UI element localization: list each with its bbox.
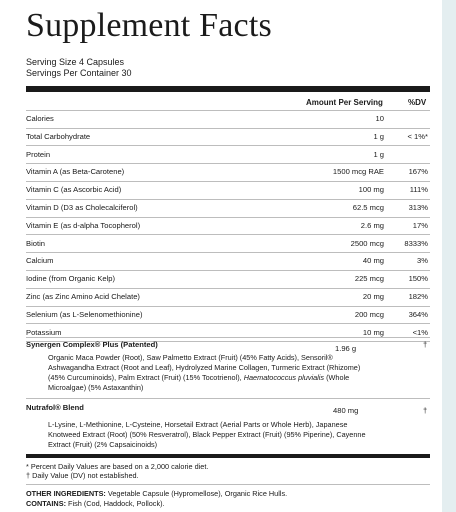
nutrient-name: Total Carbohydrate <box>26 131 91 141</box>
nutrient-dv: 167% <box>408 167 428 177</box>
nutrient-dv: 313% <box>408 203 428 212</box>
blend1-amount: 1.96 g <box>335 344 357 353</box>
background-edge <box>442 0 456 512</box>
row-divider <box>26 288 430 289</box>
nutrient-amount: 1 g <box>373 131 384 141</box>
blend2-divider <box>26 398 430 399</box>
blend1-line3-a: (45% Curcuminoids), Palm Extract (Fruit) (15% Tocotrienol), <box>48 373 244 382</box>
row-divider <box>26 306 430 307</box>
nutrient-amount: 2500 mcg <box>350 238 384 248</box>
nutrient-name: Vitamin C (as Ascorbic Acid) <box>26 185 122 195</box>
blend2-name: Nutrafol® Blend <box>26 403 84 412</box>
nutrient-amount: 1 g <box>373 149 384 159</box>
nutrient-amount: 200 mcg <box>354 309 384 319</box>
nutrient-dv: 111% <box>409 185 428 195</box>
blend1-dv-mark: † <box>423 340 428 349</box>
thick-divider-top <box>26 86 430 92</box>
header-divider <box>26 110 430 111</box>
nutrient-amount: 10 mg <box>362 327 384 337</box>
nutrient-dv: 8333% <box>404 238 428 248</box>
nutrient-dv: 17% <box>412 220 428 230</box>
nutrient-amount: 62.5 mcg <box>352 203 384 212</box>
other-ingredients-label: OTHER INGREDIENTS: <box>26 489 106 498</box>
contains-label: CONTAINS: <box>26 499 66 508</box>
nutrient-dv: < 1%* <box>407 131 428 141</box>
dv-footnote: * Percent Daily Values are based on a 2,000 calorie diet. <box>26 462 209 471</box>
nutrient-dv: 3% <box>417 256 428 266</box>
nutrient-name: Selenium (as L-Selenomethionine) <box>26 309 143 319</box>
nutrient-amount: 40 mg <box>362 256 384 266</box>
blend1-line3-italic: Haematococcus pluvialis <box>243 373 325 382</box>
row-divider <box>26 234 430 235</box>
row-divider <box>26 163 430 164</box>
nutrient-name: Iodine (from Organic Kelp) <box>26 274 116 284</box>
blend1-line1: Organic Maca Powder (Root), Saw Palmetto Extract (Fruit) (45% Fatty Acids), Sensoril® <box>48 353 333 362</box>
nutrient-dv: <1% <box>412 327 428 337</box>
row-divider <box>26 128 430 129</box>
blend2-line1: L-Lysine, L-Methionine, L-Cysteine, Horsetail Extract (Aerial Parts or Whole Herb), Japanese <box>48 420 348 429</box>
other-ingredients-text: Vegetable Capsule (Hypromellose), Organic Rice Hulls. <box>105 489 288 498</box>
dv-header: %DV <box>408 98 427 107</box>
nutrient-name: Protein <box>26 149 51 159</box>
blend1-ingredients <box>48 353 388 393</box>
page-title: Supplement Facts <box>26 7 272 44</box>
nutrient-name: Zinc (as Zinc Amino Acid Chelate) <box>26 292 140 301</box>
serving-info <box>26 57 132 79</box>
nutrient-amount: 2.6 mg <box>360 220 384 230</box>
blend2-ingredients <box>48 420 388 450</box>
nutrient-dv: 150% <box>408 274 428 284</box>
nutrient-amount: 100 mg <box>358 185 384 195</box>
footnote-divider <box>26 484 430 485</box>
contains-text: Fish (Cod, Haddock, Pollock). <box>66 499 165 508</box>
amount-header: Amount Per Serving <box>306 98 383 107</box>
row-divider <box>26 323 430 324</box>
nutrient-amount: 10 <box>375 114 384 123</box>
blend1-divider <box>26 337 430 338</box>
nutrient-dv: 182% <box>408 292 428 301</box>
nutrient-amount: 225 mcg <box>354 274 384 284</box>
blend1-line3 <box>48 373 388 383</box>
nutrient-dv: 364% <box>408 309 428 319</box>
servings-per-container: Servings Per Container 30 <box>26 68 132 78</box>
nutrient-name: Vitamin D (D3 as Cholecalciferol) <box>26 203 138 212</box>
blend1-line2: Ashwagandha Extract (Root and Leaf), Hydrolyzed Marine Collagen, Turmeric Extract (Rhizome) <box>48 363 361 372</box>
dv-not-established-footnote: † Daily Value (DV) not established. <box>26 471 139 480</box>
blend2-dv-mark: † <box>423 406 428 415</box>
nutrient-amount: 20 mg <box>362 292 384 301</box>
nutrient-name: Calcium <box>26 256 54 266</box>
nutrient-name: Calories <box>26 114 54 123</box>
contains-statement <box>26 499 165 508</box>
row-divider <box>26 252 430 253</box>
blend1-line4: Microalgae) (5% Astaxanthin) <box>48 383 144 392</box>
nutrient-name: Vitamin A (as Beta-Carotene) <box>26 167 125 177</box>
row-divider <box>26 181 430 182</box>
nutrient-name: Biotin <box>26 238 45 248</box>
nutrient-amount: 1500 mcg RAE <box>332 167 384 177</box>
blend2-line3: Extract (Fruit) (2% Capsaicinoids) <box>48 440 158 449</box>
row-divider <box>26 199 430 200</box>
other-ingredients <box>26 489 287 498</box>
blend2-line2: Knotweed Extract (Root) (50% Resveratrol), Black Pepper Extract (Fruit) (95% Piperine), Cayenne <box>48 430 366 439</box>
serving-size: Serving Size 4 Capsules <box>26 57 125 67</box>
blend2-amount: 480 mg <box>333 406 359 415</box>
thick-divider-bottom <box>26 454 430 458</box>
nutrient-name: Vitamin E (as d-alpha Tocopherol) <box>26 220 141 230</box>
nutrient-name: Potassium <box>26 327 62 337</box>
blend1-name: Synergen Complex® Plus (Patented) <box>26 340 158 349</box>
row-divider <box>26 217 430 218</box>
row-divider <box>26 145 430 146</box>
blend1-line3-b: (Whole <box>324 373 350 382</box>
row-divider <box>26 270 430 271</box>
